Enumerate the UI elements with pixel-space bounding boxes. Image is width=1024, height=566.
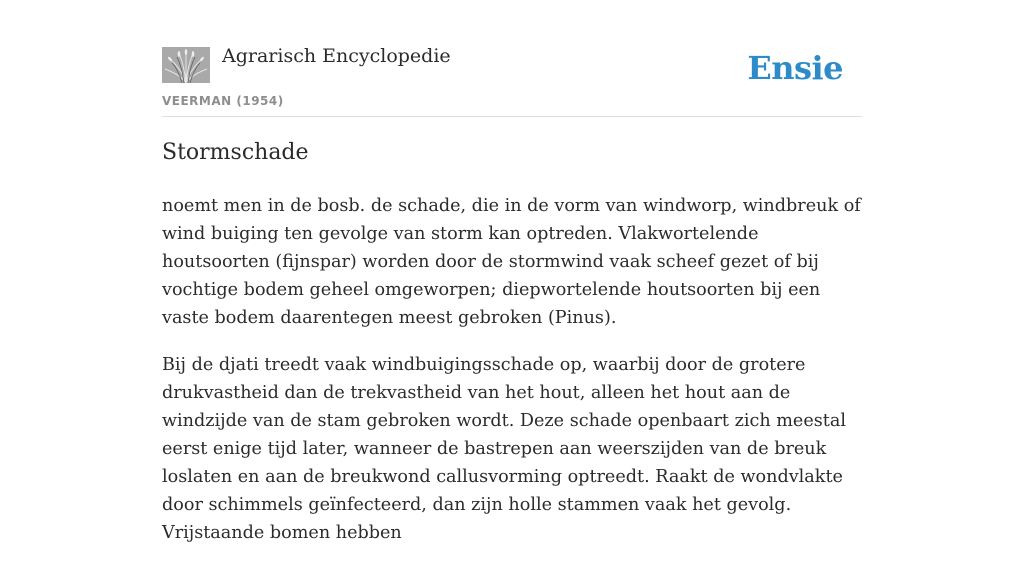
source-name[interactable]: Agrarisch Encyclopedie [222, 45, 451, 67]
article-paragraph: Bij de djati treedt vaak windbuigingsschade op, waarbij door de grotere drukvastheid dan de trekvastheid van het hout, alleen het hout aan de windzijde van de stam gebroken wordt. Deze schade openbaart zich meestal eerst enige tijd later, wanneer de bastrepen aan weerszijden van de breuk loslaten en aan de breukwond callusvorming optreedt. Raakt de wondvlakte door schimmels geïnfecteerd, dan zijn holle stammen vaak het gevolg. Vrijstaande bomen hebben [162, 355, 846, 543]
edition-label: VEERMAN (1954) [162, 94, 284, 108]
article-body [162, 192, 862, 566]
ensie-logo-link[interactable]: Ensie [747, 49, 843, 87]
article-paragraph: noemt men in de bosb. de schade, die in de vorm van windworp, windbreuk of wind buiging ten gevolge van storm kan optreden. Vlakwortelende houtsoorten (fijnspar) worden door de stormwind vaak scheef gezet of bij vochtige bodem geheel omgeworpen; diepwortelende houtsoorten bij een vaste bodem daarentegen meest gebroken (Pinus). [162, 196, 861, 328]
header [162, 44, 862, 117]
article-title: Stormschade [162, 140, 309, 165]
wheat-illustration-icon[interactable] [162, 47, 210, 83]
